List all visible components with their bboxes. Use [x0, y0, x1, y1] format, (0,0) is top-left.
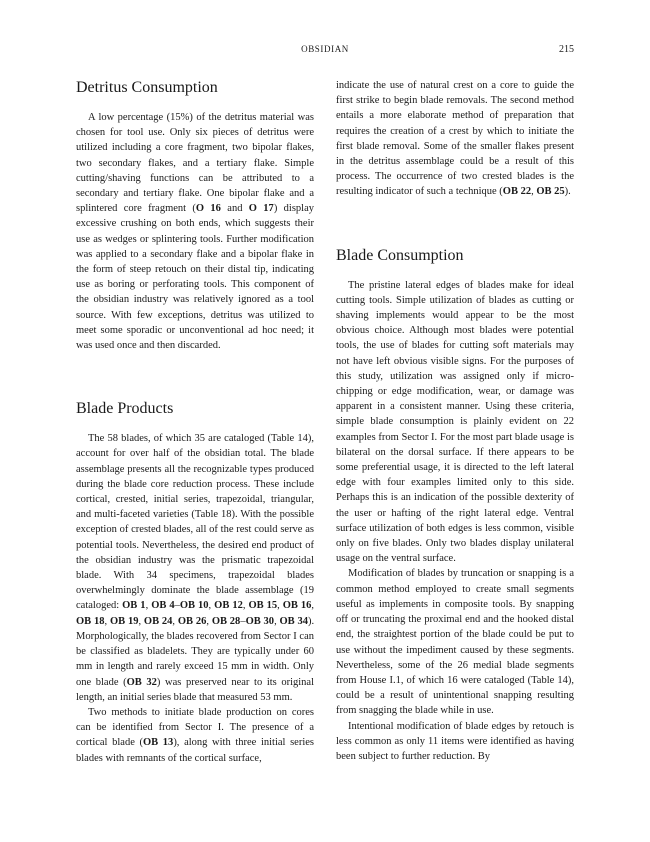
heading-blade-consumption: Blade Consumption	[336, 246, 464, 264]
section-gap	[336, 200, 574, 246]
paragraph-blade-consumption-3: Intentional modification of blade edges by retouch is less common as only 11 items were identified as having been subject to further reduction. By	[336, 720, 574, 762]
paragraph-blade-consumption-2: Modification of blades by truncation or snapping is a common method employed to create small segments useful as implements in composite tools. By snapping off or truncating the proximal end and the hooked distal end, the straightest portion of the blade could be put to use without the impediment caused by these segments. Nevertheless, some of the 26 medial blade segments from House I.1, of which 16 were cataloged (Table 14), could be a result of unintentional snapping resulting from snagging the blade while in use.	[336, 568, 574, 717]
paragraph-blade-consumption-1: The pristine lateral edges of blades make for ideal cutting tools. Simple utilization of blades as cutting or shaving implements would appear to be the most obvious choice. Although most blades were potential tools, the use of blades for cutting soft materials may not have left obvious visible signs. For the purposes of this study, utilization was assigned only if micro-chipping or edge modification, wear, or damage was apparent in a consistent manner. Using these criteria, simple blade consumption is plainly evident on 22 examples from Sector I. For the most part blade usage is bilateral on the dorsal surface. If there appears to be some preferential usage, it is directed to the left lateral edge with four examples limited only to this side. Perhaps this is an indication of the possible dexterity of the user or hafting of the right lateral edge. Ventral surface utilization of both edges is less common, visible only on five blades. Only two blades display unilateral usage on the ventral surface.	[336, 279, 574, 565]
left-column	[76, 78, 314, 766]
paragraph-blade-products-1: The 58 blades, of which 35 are cataloged (Table 14), account for over half of the obsidian total. The blade assemblage presents all the recognizable types produced during the blade core reduction process. These include cortical, crested, initial series, trapezoidal, triangular, and multi-faceted varieties (Table 18). With the possible exception of crested blades, all of the rest could serve as potential tools. Nevertheless, the desired end product of the obsidian industry was the prismatic trapezoidal blade. With 34 specimens, trapezoidal blades overwhelmingly dominate the blade assemblage (19 cataloged: OB 1, OB 4–OB 10, OB 12, OB 15, OB 16, OB 18, OB 19, OB 24, OB 26, OB 28–OB 30, OB 34). Morphologically, the blades recovered from Sector I can be classified as bladelets. They are typically under 60 mm in length and rarely exceed 15 mm in width. Only one blade (OB 32) was preserved near to its original length, an initial series blade that measured 53 mm.	[76, 433, 315, 703]
paragraph-blade-products-2-continued: indicate the use of natural crest on a core to guide the first strike to begin blade removals. The second method entails a more elaborate method of preparation that requires the creation of a crest by which to initiate the first blade removal. Some of the smaller flakes present in the detritus assemblage could be a result of this process. The occurrence of two crested blades is the resulting indicator of such a technique (OB 22, OB 25).	[336, 80, 574, 198]
right-column	[336, 78, 574, 764]
heading-detritus-consumption: Detritus Consumption	[76, 79, 218, 96]
running-header	[76, 44, 574, 60]
running-title: OBSIDIAN	[301, 44, 349, 54]
heading-blade-products: Blade Products	[76, 400, 174, 418]
page-number: 215	[559, 44, 574, 55]
paragraph-blade-products-2: Two methods to initiate blade production on cores can be identified from Sector I. The presence of a cortical blade (OB 13), along with three initial series blades with remnants of the cortical surface,	[76, 706, 315, 764]
section-gap	[76, 353, 314, 399]
paragraph-detritus-1: A low percentage (15%) of the detritus material was chosen for tool use. Only six pieces of detritus were utilized including a core fragment, two bipolar flakes, two secondary flakes, and a tertiary flake. Simple cutting/shaving functions can be attributed to a secondary and tertiary flake. One bipolar flake and a splintered core fragment (O 16 and O 17) display excessive crushing on both ends, which suggests their use as wedges or splintering tools. Further modification was applied to a secondary flake and a bipolar flake in the form of steep retouch on their distal tip, indicating use as boring or perforating tools. This component of the obsidian industry was relatively ignored as a tool source. With few exceptions, detritus was utilized to meet some sporadic or unconventional ad hoc need; it was used once and then discarded.	[76, 112, 314, 352]
